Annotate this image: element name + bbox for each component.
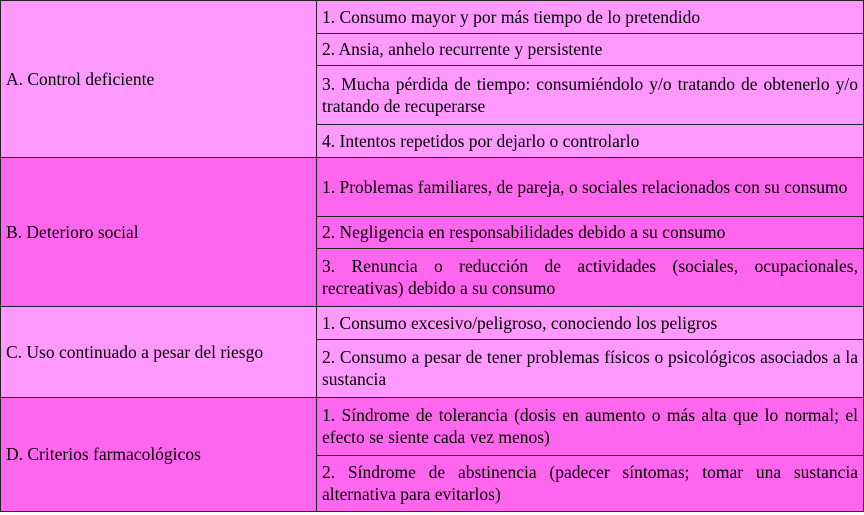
table-row bbox=[1, 1, 864, 34]
criterion-item: 2. Negligencia en responsabilidades debido a su consumo bbox=[317, 217, 864, 249]
table-row bbox=[1, 398, 864, 456]
criterion-item: 1. Consumo excesivo/peligroso, conociendo los peligros bbox=[317, 307, 864, 340]
category-uso-continuado: C. Uso continuado a pesar del riesgo bbox=[1, 307, 317, 398]
category-criterios-farmacologicos: D. Criterios farmacológicos bbox=[1, 398, 317, 512]
criterion-item: 1. Problemas familiares, de pareja, o sociales relacionados con su consumo bbox=[317, 158, 864, 217]
criterion-item: 1. Consumo mayor y por más tiempo de lo pretendido bbox=[317, 1, 864, 34]
criterion-item: 2. Ansia, anhelo recurrente y persistente bbox=[317, 34, 864, 66]
table-row bbox=[1, 307, 864, 340]
criterion-item: 4. Intentos repetidos por dejarlo o controlarlo bbox=[317, 125, 864, 158]
criterion-item: 3. Mucha pérdida de tiempo: consumiéndolo y/o tratando de obtenerlo y/o tratando de recuperarse bbox=[317, 66, 864, 125]
table-row bbox=[1, 158, 864, 217]
criterion-item: 2. Consumo a pesar de tener problemas físicos o psicológicos asociados a la sustancia bbox=[317, 340, 864, 398]
criterion-item: 3. Renuncia o reducción de actividades (sociales, ocupacionales, recreativas) debido a su consumo bbox=[317, 249, 864, 307]
category-deterioro-social: B. Deterioro social bbox=[1, 158, 317, 307]
criterion-item: 1. Síndrome de tolerancia (dosis en aumento o más alta que lo normal; el efecto se siente cada vez menos) bbox=[317, 398, 864, 456]
criterion-item: 2. Síndrome de abstinencia (padecer síntomas; tomar una sustancia alternativa para evitarlos) bbox=[317, 456, 864, 512]
category-control-deficiente: A. Control deficiente bbox=[1, 1, 317, 158]
